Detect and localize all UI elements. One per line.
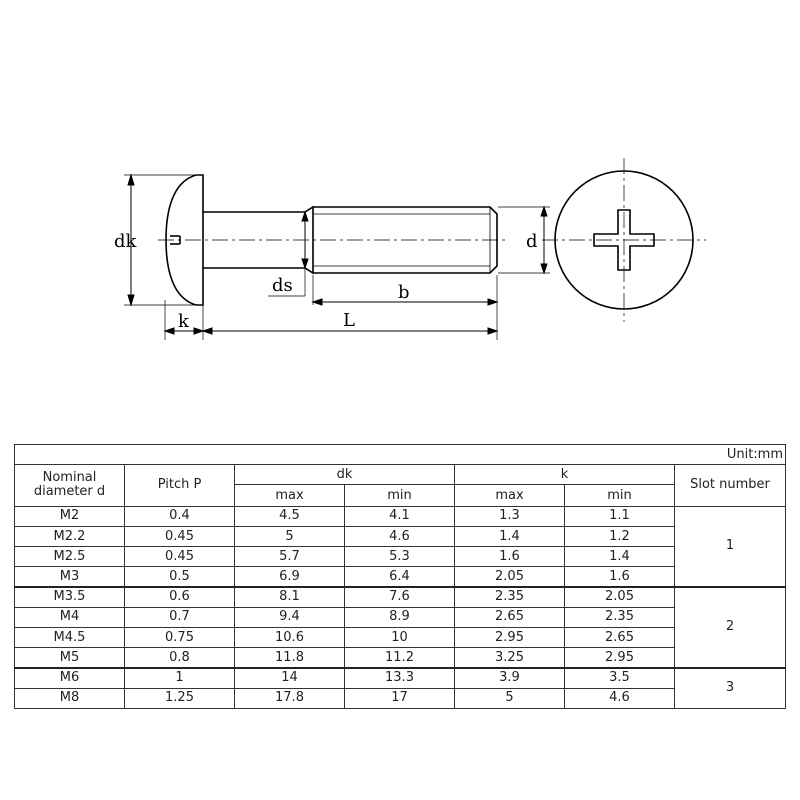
cell-pitch: 0.7 [125,607,235,627]
cell-dk-min: 10 [345,627,455,647]
screw-side-view [158,175,505,305]
cell-k-max: 1.4 [455,526,565,546]
cell-diameter: M2.2 [15,526,125,546]
cell-pitch: 0.4 [125,506,235,526]
cell-k-min: 2.35 [565,607,675,627]
cell-diameter: M3 [15,567,125,587]
cell-diameter: M4 [15,607,125,627]
dimension-table [14,444,786,709]
cell-dk-min: 4.1 [345,506,455,526]
cell-k-max: 5 [455,688,565,708]
label-ds: ds [272,275,293,296]
cell-k-min: 4.6 [565,688,675,708]
label-b: b [398,282,410,303]
cell-diameter: M2.5 [15,547,125,567]
cell-pitch: 0.75 [125,627,235,647]
cell-pitch: 1.25 [125,688,235,708]
cell-dk-max: 9.4 [235,607,345,627]
cell-dk-min: 17 [345,688,455,708]
cell-k-min: 2.05 [565,587,675,607]
header-nominal-diameter: Nominal diameter d [15,465,125,506]
cell-dk-max: 10.6 [235,627,345,647]
cell-dk-min: 11.2 [345,648,455,668]
cell-diameter: M5 [15,648,125,668]
cell-k-min: 1.6 [565,567,675,587]
table-row [15,668,786,688]
cell-diameter: M3.5 [15,587,125,607]
cell-dk-min: 8.9 [345,607,455,627]
table-row [15,587,786,607]
cell-k-max: 1.6 [455,547,565,567]
cell-dk-min: 7.6 [345,587,455,607]
cell-diameter: M6 [15,668,125,688]
cell-pitch: 0.45 [125,526,235,546]
label-k: k [178,311,189,332]
table-row [15,567,786,587]
cell-k-max: 2.65 [455,607,565,627]
cell-k-min: 3.5 [565,668,675,688]
cell-k-max: 3.25 [455,648,565,668]
cell-slot-number: 1 [675,506,786,587]
cell-pitch: 0.8 [125,648,235,668]
cell-k-max: 1.3 [455,506,565,526]
cell-dk-max: 8.1 [235,587,345,607]
cell-dk-max: 5 [235,526,345,546]
cell-slot-number: 2 [675,587,786,668]
cell-dk-max: 17.8 [235,688,345,708]
cell-k-min: 1.2 [565,526,675,546]
header-dk-min: min [345,485,455,506]
label-L: L [343,310,355,331]
header-k: k [455,465,675,485]
cell-slot-number: 3 [675,668,786,709]
cell-dk-max: 11.8 [235,648,345,668]
screw-top-view [542,158,706,322]
header-pitch: Pitch P [125,465,235,506]
header-k-min: min [565,485,675,506]
cell-dk-min: 13.3 [345,668,455,688]
cell-k-min: 1.1 [565,506,675,526]
cell-pitch: 0.45 [125,547,235,567]
cell-dk-max: 6.9 [235,567,345,587]
cell-diameter: M4.5 [15,627,125,647]
header-k-max: max [455,485,565,506]
header-dk-max: max [235,485,345,506]
header-slot-number: Slot number [675,465,786,506]
cell-pitch: 0.5 [125,567,235,587]
cell-dk-min: 4.6 [345,526,455,546]
table-row [15,627,786,647]
cell-k-min: 2.65 [565,627,675,647]
cell-k-min: 2.95 [565,648,675,668]
cell-k-max: 3.9 [455,668,565,688]
table-row [15,648,786,668]
cell-k-max: 2.05 [455,567,565,587]
cell-k-max: 2.95 [455,627,565,647]
cell-k-min: 1.4 [565,547,675,567]
cell-dk-max: 4.5 [235,506,345,526]
table-row [15,547,786,567]
dimension-labels [114,231,538,332]
cell-k-max: 2.35 [455,587,565,607]
table-row [15,506,786,526]
label-d: d [526,231,538,252]
cell-diameter: M2 [15,506,125,526]
table-row [15,607,786,627]
unit-label: Unit:mm [15,445,786,465]
cell-pitch: 0.6 [125,587,235,607]
table-row [15,526,786,546]
cell-pitch: 1 [125,668,235,688]
table-row [15,688,786,708]
cell-dk-min: 5.3 [345,547,455,567]
header-dk: dk [235,465,455,485]
cell-diameter: M8 [15,688,125,708]
cell-dk-min: 6.4 [345,567,455,587]
cell-dk-max: 5.7 [235,547,345,567]
cell-dk-max: 14 [235,668,345,688]
label-dk: dk [114,231,137,252]
